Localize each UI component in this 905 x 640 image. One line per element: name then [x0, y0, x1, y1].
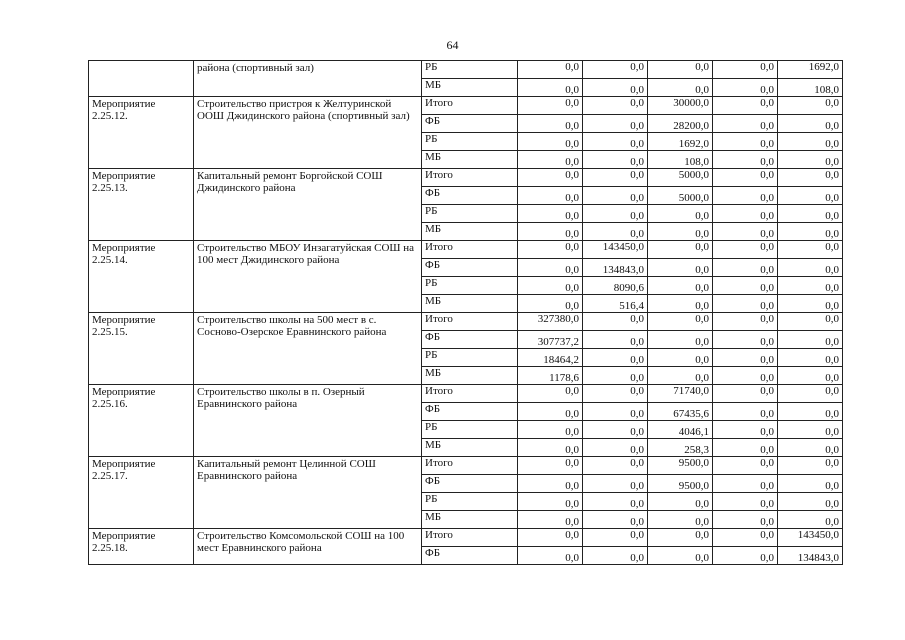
funding-source-cell: Итого: [422, 385, 518, 403]
funding-source-cell: Итого: [422, 457, 518, 475]
amount-cell: 4046,1: [648, 421, 713, 439]
amount-cell: 30000,0: [648, 97, 713, 115]
amount-cell: 143450,0: [778, 529, 843, 547]
amount-cell: 0,0: [583, 547, 648, 565]
amount-cell: 0,0: [713, 241, 778, 259]
amount-cell: 0,0: [583, 457, 648, 475]
amount-cell: 0,0: [778, 385, 843, 403]
amount-cell: 0,0: [583, 403, 648, 421]
amount-cell: 0,0: [583, 439, 648, 457]
measure-description-cell: Строительство МБОУ Инзагатуйская СОШ на 100 мест Джидинского района: [194, 241, 422, 313]
funding-source-cell: ФБ: [422, 187, 518, 205]
amount-cell: 0,0: [583, 385, 648, 403]
amount-cell: 0,0: [518, 457, 583, 475]
amount-cell: 0,0: [713, 403, 778, 421]
amount-cell: 0,0: [518, 61, 583, 79]
funding-source-cell: Итого: [422, 313, 518, 331]
amount-cell: 1178,6: [518, 367, 583, 385]
amount-cell: 0,0: [778, 97, 843, 115]
amount-cell: 0,0: [713, 151, 778, 169]
table-row: [89, 241, 843, 259]
amount-cell: 71740,0: [648, 385, 713, 403]
amount-cell: 0,0: [583, 133, 648, 151]
table-body: [89, 61, 843, 565]
amount-cell: 108,0: [778, 79, 843, 97]
amount-cell: 0,0: [713, 439, 778, 457]
measure-code-cell: Мероприятие 2.25.14.: [89, 241, 194, 313]
amount-cell: 0,0: [518, 205, 583, 223]
funding-source-cell: РБ: [422, 277, 518, 295]
amount-cell: 0,0: [518, 169, 583, 187]
measure-code-cell: Мероприятие 2.25.15.: [89, 313, 194, 385]
amount-cell: 0,0: [778, 421, 843, 439]
amount-cell: 0,0: [713, 457, 778, 475]
amount-cell: 0,0: [713, 169, 778, 187]
funding-source-cell: РБ: [422, 133, 518, 151]
amount-cell: 67435,6: [648, 403, 713, 421]
amount-cell: 0,0: [648, 223, 713, 241]
funding-source-cell: Итого: [422, 529, 518, 547]
amount-cell: 0,0: [778, 295, 843, 313]
amount-cell: 258,3: [648, 439, 713, 457]
amount-cell: 0,0: [583, 205, 648, 223]
amount-cell: 0,0: [778, 241, 843, 259]
table-row: [89, 61, 843, 79]
amount-cell: 0,0: [583, 349, 648, 367]
amount-cell: 0,0: [713, 133, 778, 151]
amount-cell: 0,0: [648, 349, 713, 367]
amount-cell: 0,0: [713, 421, 778, 439]
amount-cell: 516,4: [583, 295, 648, 313]
funding-source-cell: РБ: [422, 61, 518, 79]
amount-cell: 0,0: [583, 97, 648, 115]
amount-cell: 0,0: [583, 493, 648, 511]
amount-cell: 0,0: [778, 511, 843, 529]
amount-cell: 8090,6: [583, 277, 648, 295]
amount-cell: 0,0: [713, 547, 778, 565]
measure-description-cell: Строительство Комсомольской СОШ на 100 мест Еравнинского района: [194, 529, 422, 565]
amount-cell: 0,0: [518, 187, 583, 205]
measure-code-cell: Мероприятие 2.25.12.: [89, 97, 194, 169]
amount-cell: 0,0: [713, 61, 778, 79]
measure-description-cell: Капитальный ремонт Целинной СОШ Еравнинского района: [194, 457, 422, 529]
amount-cell: 0,0: [713, 79, 778, 97]
amount-cell: 1692,0: [778, 61, 843, 79]
amount-cell: 0,0: [518, 529, 583, 547]
amount-cell: 0,0: [648, 529, 713, 547]
amount-cell: 0,0: [778, 439, 843, 457]
amount-cell: 0,0: [713, 313, 778, 331]
amount-cell: 0,0: [713, 475, 778, 493]
amount-cell: 0,0: [713, 187, 778, 205]
amount-cell: 0,0: [583, 115, 648, 133]
amount-cell: 5000,0: [648, 187, 713, 205]
amount-cell: 5000,0: [648, 169, 713, 187]
funding-source-cell: РБ: [422, 205, 518, 223]
amount-cell: 0,0: [583, 511, 648, 529]
amount-cell: 143450,0: [583, 241, 648, 259]
amount-cell: 0,0: [713, 511, 778, 529]
amount-cell: 0,0: [778, 475, 843, 493]
funding-source-cell: Итого: [422, 241, 518, 259]
amount-cell: 1692,0: [648, 133, 713, 151]
table-row: [89, 385, 843, 403]
amount-cell: 0,0: [648, 313, 713, 331]
amount-cell: 0,0: [778, 115, 843, 133]
funding-source-cell: МБ: [422, 79, 518, 97]
amount-cell: 0,0: [583, 79, 648, 97]
amount-cell: 0,0: [648, 241, 713, 259]
page-number: 64: [446, 38, 459, 52]
amount-cell: 0,0: [518, 97, 583, 115]
amount-cell: 0,0: [583, 475, 648, 493]
amount-cell: 0,0: [778, 331, 843, 349]
amount-cell: 0,0: [778, 133, 843, 151]
funding-source-cell: ФБ: [422, 475, 518, 493]
amount-cell: 0,0: [583, 169, 648, 187]
amount-cell: 0,0: [583, 187, 648, 205]
amount-cell: 0,0: [518, 133, 583, 151]
table-row: [89, 529, 843, 547]
table-row: [89, 169, 843, 187]
amount-cell: 0,0: [518, 115, 583, 133]
table-row: [89, 97, 843, 115]
amount-cell: 0,0: [518, 439, 583, 457]
amount-cell: 0,0: [713, 493, 778, 511]
funding-source-cell: МБ: [422, 295, 518, 313]
amount-cell: 307737,2: [518, 331, 583, 349]
budget-table: [88, 60, 843, 565]
amount-cell: 0,0: [518, 475, 583, 493]
funding-source-cell: ФБ: [422, 331, 518, 349]
table-row: [89, 313, 843, 331]
funding-source-cell: Итого: [422, 169, 518, 187]
amount-cell: 0,0: [778, 313, 843, 331]
measure-description-cell: Строительство школы в п. Озерный Еравнинского района: [194, 385, 422, 457]
amount-cell: 28200,0: [648, 115, 713, 133]
amount-cell: 0,0: [518, 547, 583, 565]
measure-code-cell: Мероприятие 2.25.17.: [89, 457, 194, 529]
amount-cell: 0,0: [583, 151, 648, 169]
amount-cell: 0,0: [583, 223, 648, 241]
measure-description-cell: Строительство школы на 500 мест в с. Сосново-Озерское Еравнинского района: [194, 313, 422, 385]
amount-cell: 0,0: [778, 205, 843, 223]
funding-source-cell: МБ: [422, 223, 518, 241]
amount-cell: 0,0: [778, 223, 843, 241]
amount-cell: 134843,0: [778, 547, 843, 565]
amount-cell: 0,0: [778, 457, 843, 475]
measure-code-cell: Мероприятие 2.25.16.: [89, 385, 194, 457]
amount-cell: 0,0: [518, 223, 583, 241]
amount-cell: 0,0: [648, 331, 713, 349]
amount-cell: 0,0: [713, 529, 778, 547]
funding-source-cell: МБ: [422, 439, 518, 457]
amount-cell: 0,0: [778, 367, 843, 385]
measure-description-cell: Капитальный ремонт Боргойской СОШ Джидинского района: [194, 169, 422, 241]
amount-cell: 0,0: [648, 205, 713, 223]
measure-code-cell: Мероприятие 2.25.18.: [89, 529, 194, 565]
funding-source-cell: ФБ: [422, 115, 518, 133]
amount-cell: 0,0: [778, 277, 843, 295]
funding-source-cell: МБ: [422, 511, 518, 529]
funding-source-cell: РБ: [422, 493, 518, 511]
amount-cell: 0,0: [518, 277, 583, 295]
measure-description-cell: района (спортивный зал): [194, 61, 422, 97]
amount-cell: 0,0: [713, 115, 778, 133]
amount-cell: 0,0: [648, 259, 713, 277]
measure-code-cell: [89, 61, 194, 97]
amount-cell: 0,0: [713, 349, 778, 367]
amount-cell: 108,0: [648, 151, 713, 169]
amount-cell: 18464,2: [518, 349, 583, 367]
amount-cell: 0,0: [648, 79, 713, 97]
amount-cell: 0,0: [583, 313, 648, 331]
amount-cell: 9500,0: [648, 457, 713, 475]
amount-cell: 0,0: [518, 241, 583, 259]
amount-cell: 0,0: [713, 331, 778, 349]
amount-cell: 0,0: [648, 367, 713, 385]
funding-source-cell: ФБ: [422, 259, 518, 277]
amount-cell: 0,0: [713, 205, 778, 223]
measure-code-cell: Мероприятие 2.25.13.: [89, 169, 194, 241]
funding-source-cell: МБ: [422, 367, 518, 385]
funding-source-cell: МБ: [422, 151, 518, 169]
amount-cell: 0,0: [648, 277, 713, 295]
amount-cell: 0,0: [713, 223, 778, 241]
amount-cell: 0,0: [778, 403, 843, 421]
amount-cell: 0,0: [778, 151, 843, 169]
amount-cell: 0,0: [778, 187, 843, 205]
amount-cell: 0,0: [778, 349, 843, 367]
amount-cell: 0,0: [583, 529, 648, 547]
funding-source-cell: ФБ: [422, 547, 518, 565]
amount-cell: 0,0: [778, 259, 843, 277]
amount-cell: 0,0: [713, 259, 778, 277]
amount-cell: 0,0: [648, 493, 713, 511]
amount-cell: 0,0: [518, 403, 583, 421]
table-row: [89, 457, 843, 475]
funding-source-cell: РБ: [422, 421, 518, 439]
funding-source-cell: Итого: [422, 97, 518, 115]
amount-cell: 0,0: [648, 295, 713, 313]
amount-cell: 0,0: [518, 79, 583, 97]
amount-cell: 0,0: [518, 259, 583, 277]
amount-cell: 0,0: [713, 97, 778, 115]
amount-cell: 0,0: [518, 151, 583, 169]
amount-cell: 327380,0: [518, 313, 583, 331]
funding-source-cell: РБ: [422, 349, 518, 367]
amount-cell: 0,0: [713, 385, 778, 403]
amount-cell: 0,0: [713, 295, 778, 313]
amount-cell: 0,0: [648, 511, 713, 529]
amount-cell: 0,0: [648, 547, 713, 565]
funding-source-cell: ФБ: [422, 403, 518, 421]
amount-cell: 0,0: [518, 385, 583, 403]
amount-cell: 0,0: [713, 277, 778, 295]
amount-cell: 0,0: [778, 493, 843, 511]
measure-description-cell: Строительство пристроя к Желтуринской ООШ Джидинского района (спортивный зал): [194, 97, 422, 169]
amount-cell: 9500,0: [648, 475, 713, 493]
amount-cell: 0,0: [583, 61, 648, 79]
amount-cell: 134843,0: [583, 259, 648, 277]
amount-cell: 0,0: [518, 421, 583, 439]
amount-cell: 0,0: [518, 493, 583, 511]
amount-cell: 0,0: [713, 367, 778, 385]
amount-cell: 0,0: [518, 295, 583, 313]
amount-cell: 0,0: [583, 367, 648, 385]
amount-cell: 0,0: [778, 169, 843, 187]
amount-cell: 0,0: [583, 331, 648, 349]
amount-cell: 0,0: [518, 511, 583, 529]
amount-cell: 0,0: [648, 61, 713, 79]
amount-cell: 0,0: [583, 421, 648, 439]
